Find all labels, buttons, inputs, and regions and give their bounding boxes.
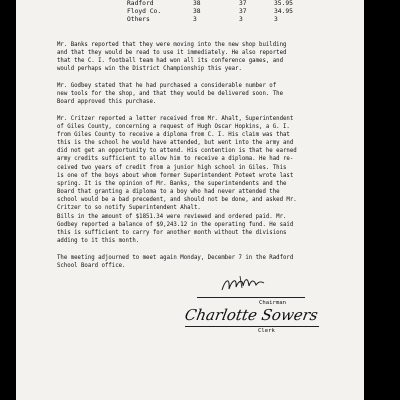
chairman-label: Chairman (259, 300, 286, 306)
punch-hole (370, 0, 384, 14)
table-cell: 38 (193, 0, 201, 7)
signature-line (185, 326, 319, 327)
table-cell: 3 (193, 16, 197, 23)
paragraph: Mr. Banks reported that they were moving into the new shop building and that they would be read to use it immediately. He also reported that the C. I. football team had won all its conference games, and would perhaps win the District Championship this year. (57, 42, 287, 73)
table-cell: 34.95 (274, 8, 293, 15)
clerk-label: Clerk (258, 328, 275, 334)
table-cell: 37 (239, 8, 247, 15)
table-cell: Others (127, 16, 150, 23)
paragraph: Mr. Godbey stated that he had purchased a considerable number of new tools for the shop, and that they would be delivered soon. The Board approved this purchase. (57, 83, 283, 106)
table-cell: 35.95 (274, 0, 293, 7)
punch-hole (370, 381, 384, 395)
table-cell: 37 (239, 0, 247, 7)
table-cell: 38 (193, 8, 201, 15)
table-cell: 3 (239, 16, 243, 23)
table-cell: Floyd Co. (127, 8, 162, 15)
chairman-signature (218, 274, 268, 296)
punch-hole (370, 195, 384, 209)
paragraph: Bills in the amount of $1851.34 were reviewed and ordered paid. Mr. Godbey reported a balance of $9,243.12 in the operating fund. He said this is sufficient to carry for another month without the divisions adding to it this month. (57, 214, 294, 245)
table-cell: Radford (127, 0, 154, 7)
signature-line (197, 297, 305, 298)
paragraph: The meeting adjourned to meet again Monday, December 7 in the Radford School Board office. (57, 255, 294, 270)
table-cell: 3 (274, 16, 278, 23)
paragraph: Mr. Critzer reported a letter received from Mr. Ahalt, Superintendent of Giles County, concerning a request of Hugh Oscar Hopkins, a G. I. from Giles County to receive a diploma from C. I. His claim was that this is the school he would have attended, but went into the army and did not get an opportunity to attend. His contention is that he earned army credits sufficient to allow him to receive a diploma. He had re- ceived two years of credit from a junior high school in Giles. This is one of the boys about whom former Superintendent Poteet wrote last spring. It is the opinion of Mr. Banks, the superintendents and the Board that granting a diploma to a boy who had never attended the school would be a bad precedent, and should not be done, and asked Mr. Critzer to so notify Superintendent Ahalt. (57, 116, 297, 212)
clerk-signature: Charlotte Sowers (183, 306, 320, 324)
